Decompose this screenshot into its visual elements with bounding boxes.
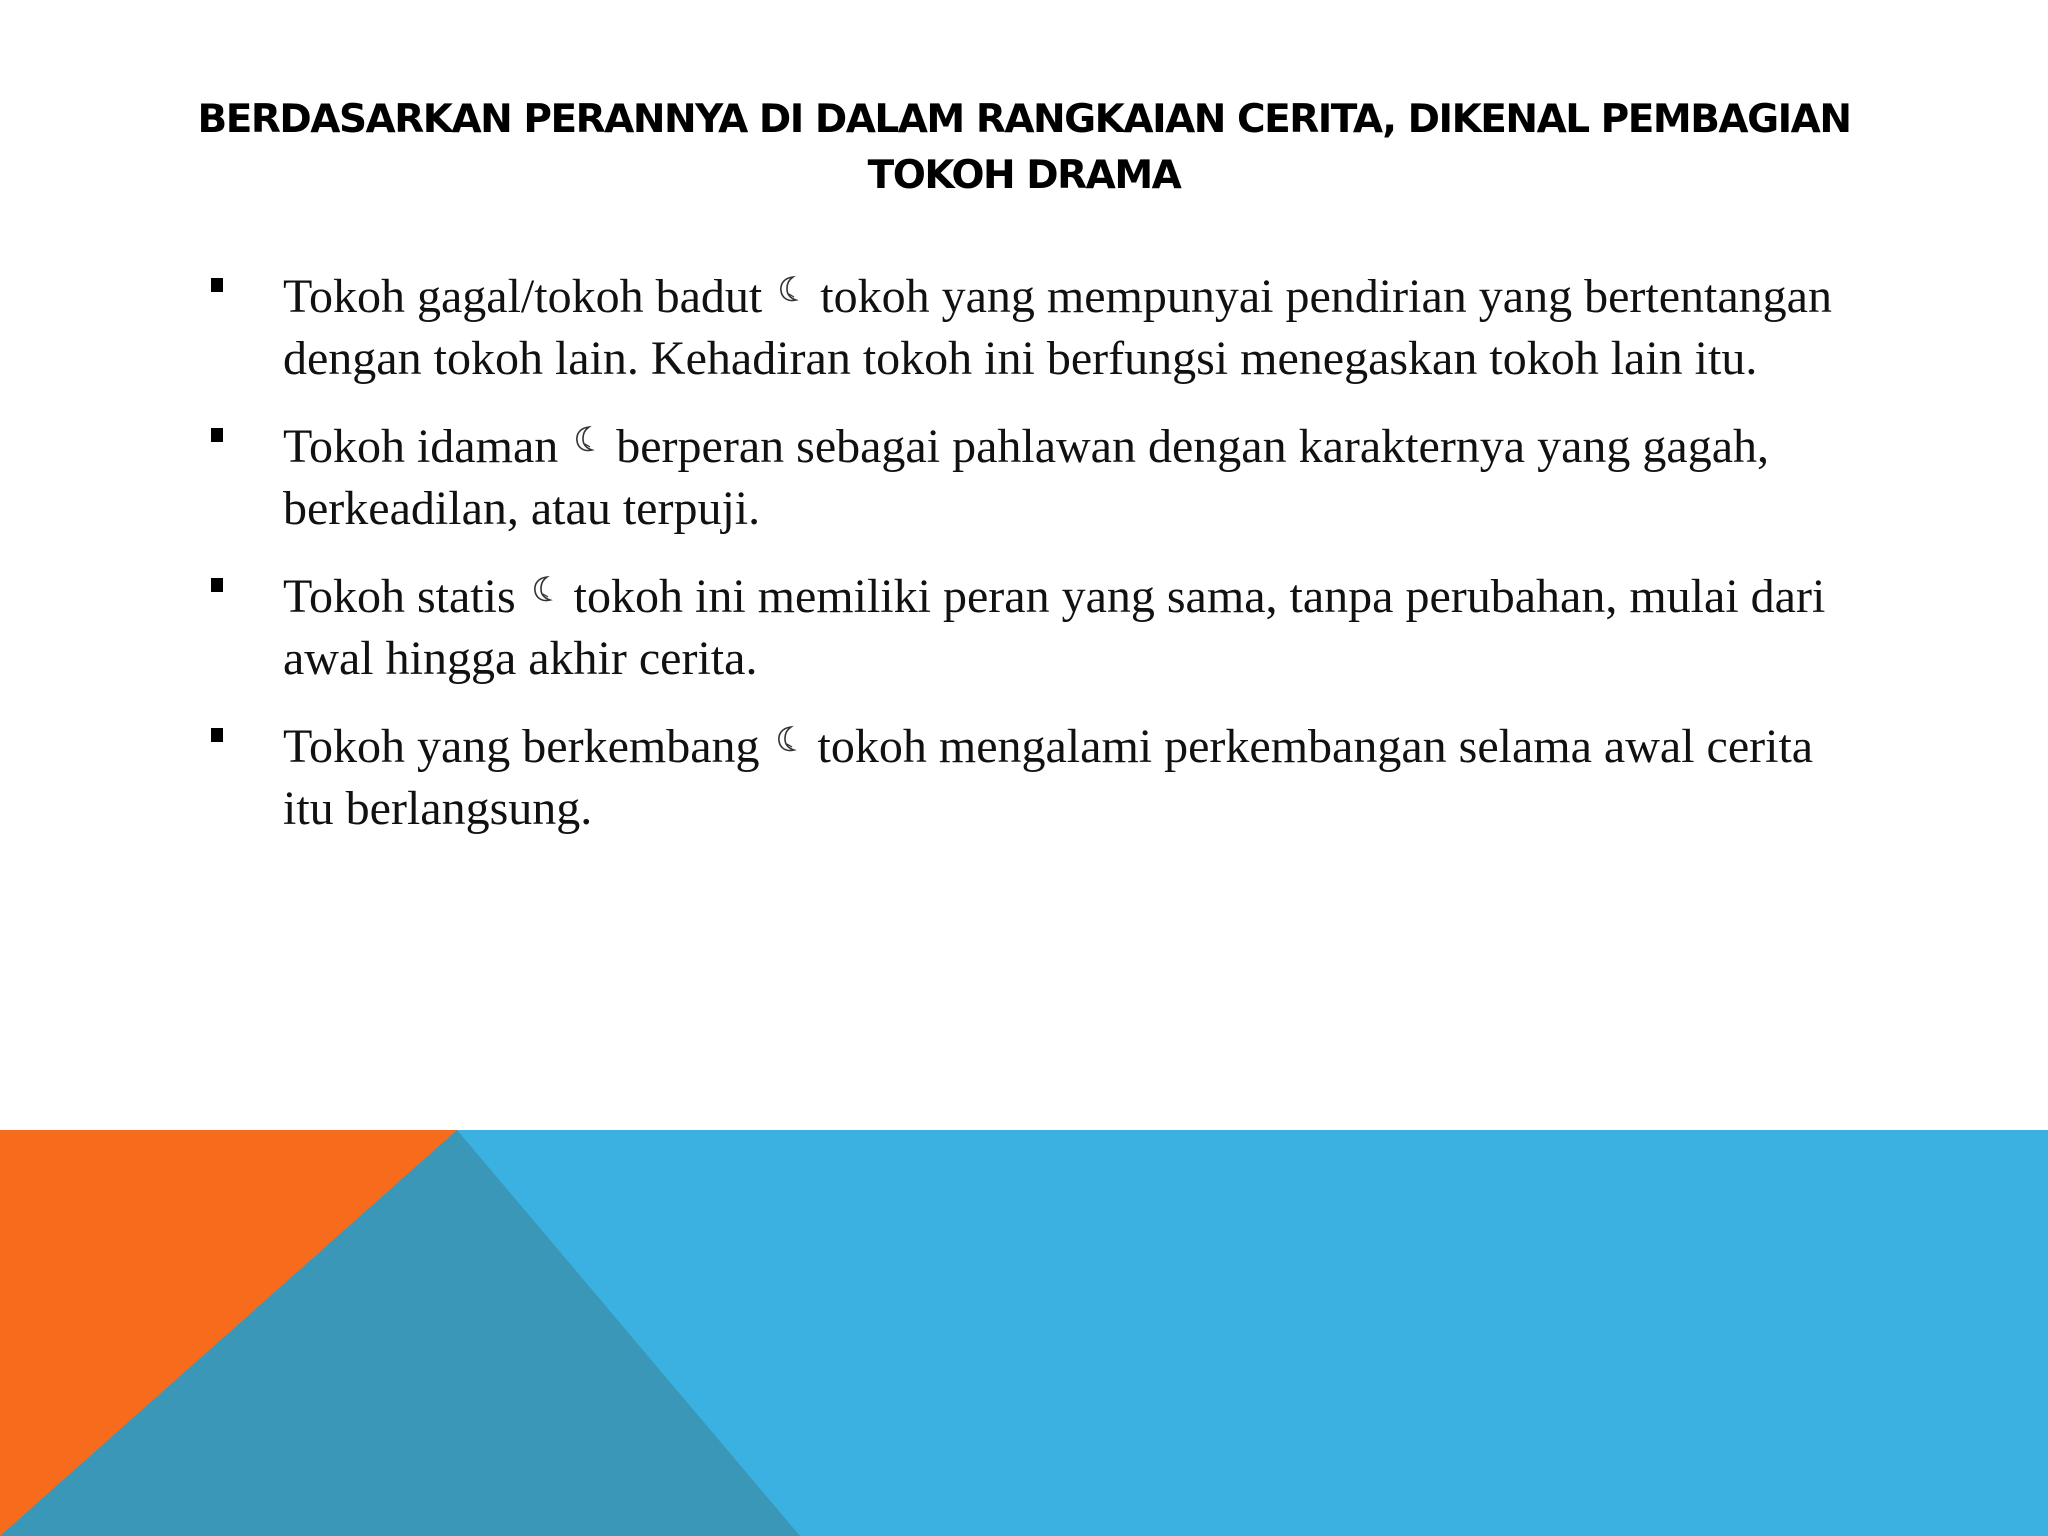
slide-title: BERDASARKAN PERANNYA DI DALAM RANGKAIAN CERITA, DIKENAL PEMBAGIAN TOKOH DRAMA: [197, 97, 1851, 198]
list-item: [200, 408, 1840, 540]
bullet-description: tokoh yang mempunyai pendirian yang bertentangan dengan tokoh lain. Kehadiran tokoh ini berfungsi menegaskan tokoh lain itu.: [283, 270, 1832, 385]
bullet-term: Tokoh statis: [283, 570, 516, 623]
list-item: [200, 558, 1840, 690]
crescent-moon-icon: [776, 258, 802, 288]
decorative-footer-band: [0, 1130, 2048, 1536]
bullet-term: Tokoh yang berkembang: [283, 720, 760, 773]
list-item: [200, 708, 1840, 840]
bullet-description: tokoh mengalami perkembangan selama awal cerita itu berlangsung.: [283, 720, 1814, 835]
crescent-moon-icon: [530, 558, 556, 588]
crescent-moon-icon: [572, 408, 598, 438]
crescent-moon-icon: [774, 708, 800, 738]
bullet-description: tokoh ini memiliki peran yang sama, tanpa perubahan, mulai dari awal hingga akhir cerita.: [283, 570, 1826, 685]
square-bullet-icon: [211, 278, 223, 292]
bullet-term: Tokoh gagal/tokoh badut: [283, 270, 763, 323]
square-bullet-icon: [211, 428, 223, 442]
bullet-list: [200, 258, 1840, 858]
square-bullet-icon: [211, 728, 223, 742]
list-item: [200, 258, 1840, 390]
square-bullet-icon: [211, 578, 223, 592]
bullet-description: berperan sebagai pahlawan dengan karakternya yang gagah, berkeadilan, atau terpuji.: [283, 420, 1770, 535]
bullet-term: Tokoh idaman: [283, 420, 559, 473]
